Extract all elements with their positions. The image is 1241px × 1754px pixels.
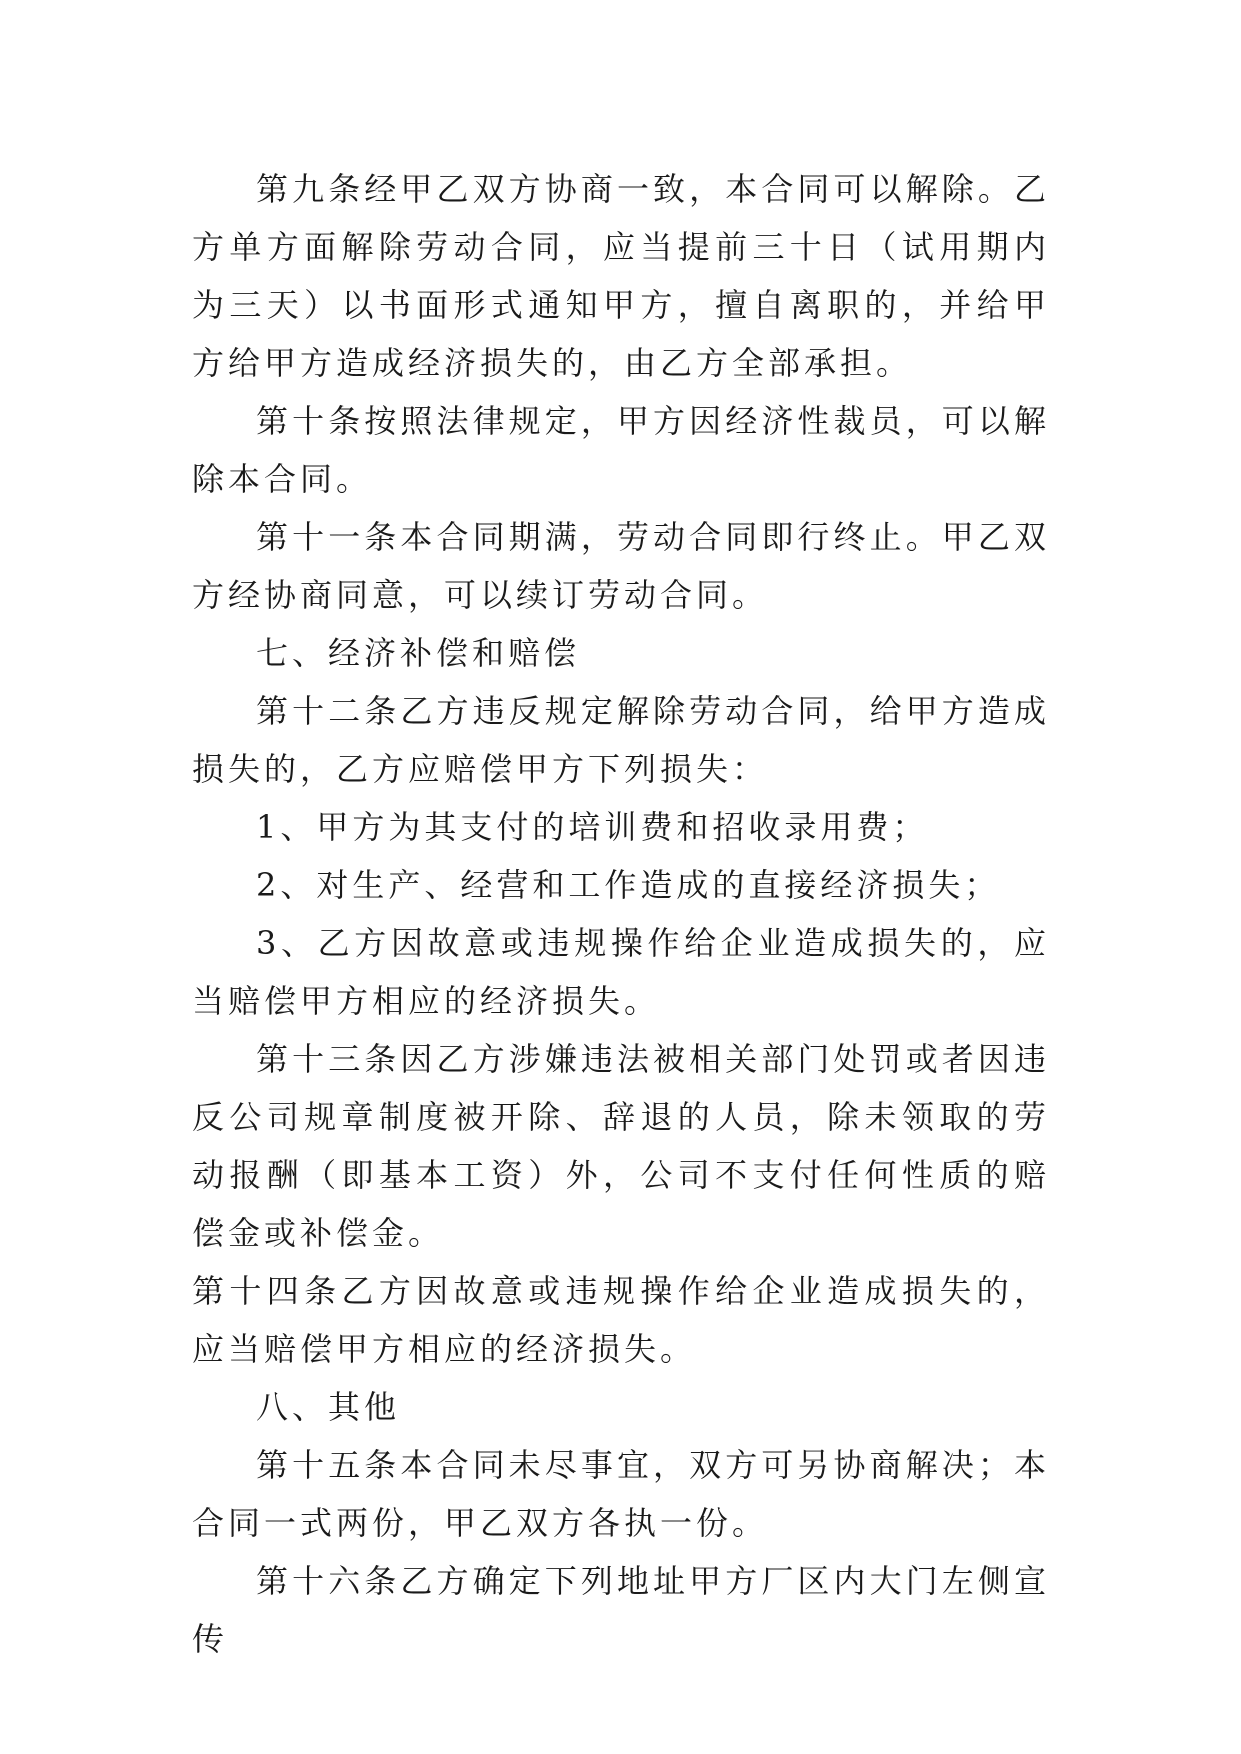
list-item-3: 3、乙方因故意或违规操作给企业造成损失的，应当赔偿甲方相应的经济损失。: [192, 924, 1050, 1020]
section-heading-other: 八、其他: [256, 1388, 401, 1426]
section-heading-compensation: 七、经济补偿和赔偿: [256, 634, 581, 672]
paragraph-article-11: 第十一条本合同期满，劳动合同即行终止。甲乙双方经协商同意，可以续订劳动合同。: [192, 518, 1050, 614]
list-item-2: 2、对生产、经营和工作造成的直接经济损失；: [256, 866, 1001, 904]
paragraph-article-14: 第十四条乙方因故意或违规操作给企业造成损失的，应当赔偿甲方相应的经济损失。: [192, 1272, 1050, 1368]
paragraph-article-16: 第十六条乙方确定下列地址甲方厂区内大门左侧宣传: [192, 1562, 1050, 1658]
paragraph-article-15: 第十五条本合同未尽事宜，双方可另协商解决；本合同一式两份，甲乙双方各执一份。: [192, 1446, 1050, 1542]
paragraph-article-9: 第九条经甲乙双方协商一致，本合同可以解除。乙方单方面解除劳动合同，应当提前三十日（试用期内为三天）以书面形式通知甲方，擅自离职的，并给甲方给甲方造成经济损失的，由乙方全部承担。: [192, 170, 1050, 382]
paragraph-article-13: 第十三条因乙方涉嫌违法被相关部门处罚或者因违反公司规章制度被开除、辞退的人员，除未领取的劳动报酬（即基本工资）外，公司不支付任何性质的赔偿金或补偿金。: [192, 1040, 1050, 1252]
paragraph-article-12: 第十二条乙方违反规定解除劳动合同，给甲方造成损失的，乙方应赔偿甲方下列损失：: [192, 692, 1050, 788]
paragraph-article-10: 第十条按照法律规定，甲方因经济性裁员，可以解除本合同。: [192, 402, 1050, 498]
list-item-1: 1、甲方为其支付的培训费和招收录用费；: [256, 808, 929, 846]
document-body: [192, 160, 1050, 1668]
